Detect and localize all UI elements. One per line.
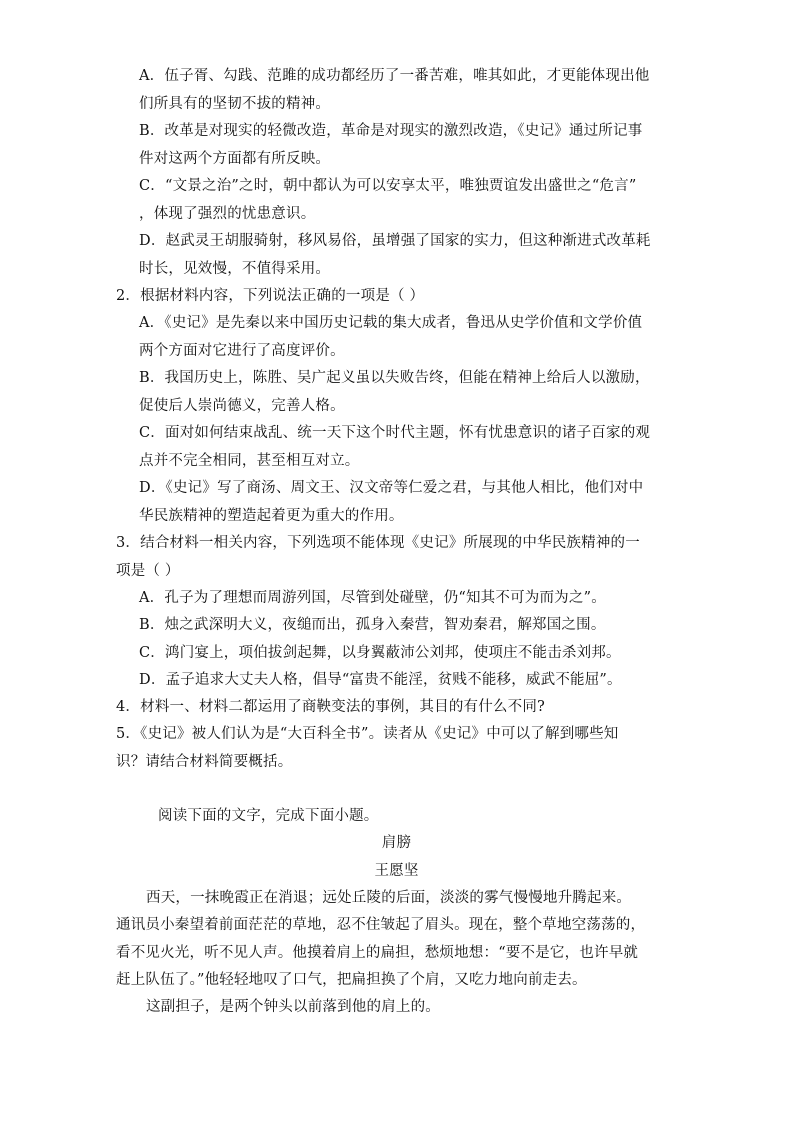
q2-option-b-line1: B．我国历史上，陈胜、吴广起义虽以失败告终，但能在精神上给后人以激励， (139, 370, 650, 386)
reading-instruction: 阅读下面的文字，完成下面小题。 (158, 808, 379, 824)
q1-option-a-line1: A．伍子胥、勾践、范雎的成功都经历了一番苦难，唯其如此，才更能体现出他 (139, 68, 650, 84)
passage-p1-line4: 赶上队伍了。”他轻轻地叹了口气，把扁担换了个肩，又吃力地向前走去。 (116, 972, 587, 988)
q1-option-c-line1: C．“文景之治”之时，朝中都认为可以安享太平，唯独贾谊发出盛世之“危言” (139, 178, 637, 194)
q3-option-b: B．烛之武深明大义，夜缒而出，孤身入秦营，智劝秦君，解郑国之围。 (139, 617, 606, 633)
passage-p1-line2: 通讯员小秦望着前面茫茫的草地，忍不住皱起了眉头。现在，整个草地空荡荡的， (116, 917, 646, 933)
q4-stem: 4．材料一、材料二都运用了商鞅变法的事例，其目的有什么不同? (116, 699, 545, 715)
q2-option-d-line1: D．《史记》写了商汤、周文王、汉文帝等仁爱之君，与其他人相比，他们对中 (139, 480, 644, 496)
q3-option-d: D．孟子追求大丈夫人格，倡导“富贵不能淫，贫贱不能移，威武不能屈”。 (139, 672, 622, 688)
q2-option-d-line2: 华民族精神的塑造起着更为重大的作用。 (139, 508, 404, 524)
passage-p1-line3: 看不见火光，听不见人声。他摸着肩上的扁担，愁烦地想：“要不是它，也许早就 (116, 945, 639, 961)
q3-stem-line1: 3．结合材料一相关内容，下列选项不能体现《史记》所展现的中华民族精神的一 (116, 535, 640, 551)
passage-p2: 这副担子，是两个钟头以前落到他的肩上的。 (146, 999, 440, 1015)
q5-stem-line2: 识？请结合材料简要概括。 (116, 754, 293, 770)
q2-stem: 2．根据材料内容，下列说法正确的一项是（ ） (116, 288, 425, 304)
passage-p1-line1: 西天，一抹晚霞正在消退；远处丘陵的后面，淡淡的雾气慢慢地升腾起来。 (146, 890, 632, 906)
q2-option-b-line2: 促使后人崇尚德义，完善人格。 (139, 398, 345, 414)
q2-option-c-line1: C．面对如何结束战乱、统一天下这个时代主题，怀有忧患意识的诸子百家的观 (139, 425, 651, 441)
q3-option-a: A．孔子为了理想而周游列国，尽管到处碰壁，仍“知其不可为而为之”。 (139, 590, 606, 606)
q2-option-a-line1: A．《史记》是先秦以来中国历史记载的集大成者，鲁迅从史学价值和文学价值 (139, 315, 643, 331)
q3-option-c: C．鸿门宴上，项伯拔剑起舞，以身翼蔽沛公刘邦，使项庄不能击杀刘邦。 (139, 645, 621, 661)
q1-option-b-line2: 件对这两个方面都有所反映。 (139, 151, 331, 167)
passage-title: 肩膀 (381, 835, 412, 851)
q1-option-c-line2: ，体现了强烈的忧患意识。 (139, 206, 316, 222)
q1-option-d-line1: D．赵武灵王胡服骑射，移风易俗，虽增强了国家的实力，但这种渐进式改革耗 (139, 233, 651, 249)
q2-option-a-line2: 两个方面对它进行了高度评价。 (139, 343, 345, 359)
q1-option-a-line2: 们所具有的坚韧不拔的精神。 (139, 96, 331, 112)
q5-stem-line1: 5．《史记》被人们认为是“大百科全书”。读者从《史记》中可以了解到哪些知 (116, 726, 619, 742)
passage-author: 王愿坚 (374, 863, 419, 879)
q1-option-b-line1: B．改革是对现实的轻微改造，革命是对现实的激烈改造，《史记》通过所记事 (139, 123, 643, 139)
q3-stem-line2: 项是（ ） (116, 563, 180, 579)
q1-option-d-line2: 时长，见效慢，不值得采用。 (139, 261, 331, 277)
q2-option-c-line2: 点并不完全相同，甚至相互对立。 (139, 453, 360, 469)
